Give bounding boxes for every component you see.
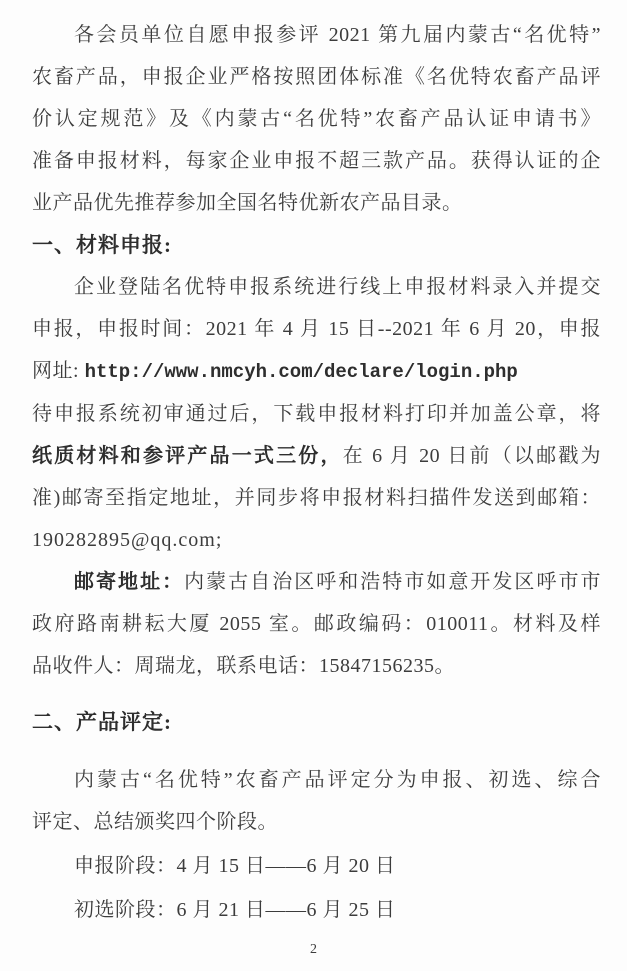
section-heading-product-evaluation: 二、产品评定:: [32, 710, 172, 734]
intro-paragraph-line: 准备申报材料，每家企业申报不超三款产品。获得认证的企: [32, 150, 601, 172]
mailing-address-label: 邮寄地址：: [74, 571, 185, 593]
application-url: http://www.nmcyh.com/declare/login.php: [84, 361, 518, 383]
evaluation-paragraph-line: 评定、总结颁奖四个阶段。: [32, 811, 278, 833]
url-label: 网址:: [32, 360, 85, 382]
contact-email: 190282895@qq.com;: [32, 529, 223, 551]
material-paragraph-line: 申报，申报时间：2021 年 4 月 15 日--2021 年 6 月 20，申报: [32, 318, 601, 340]
section-heading-material-application: 一、材料申报:: [32, 233, 172, 257]
mailing-address-line: [32, 561, 601, 603]
mailing-address-line: 政府路南耕耘大厦 2055 室。邮政编码：010011。材料及样: [32, 613, 601, 635]
mailing-address-line: 品收件人：周瑞龙，联系电话：15847156235。: [32, 655, 455, 677]
after-bold-text: 在 6 月 20 日前（以邮戳为: [342, 445, 602, 467]
material-paragraph-line: 准)邮寄至指定地址，并同步将申报材料扫描件发送到邮箱：: [32, 487, 601, 509]
material-paragraph-line-with-bold: [32, 435, 601, 477]
application-url-line: [32, 350, 601, 393]
evaluation-paragraph-line: 内蒙古“名优特”农畜产品评定分为申报、初选、综合: [74, 769, 601, 791]
intro-paragraph-line: 各会员单位自愿申报参评 2021 第九届内蒙古“名优特”: [74, 24, 601, 46]
material-paragraph-line: 待申报系统初审通过后，下载申报材料打印并加盖公章，将: [32, 403, 601, 425]
page-number: 2: [310, 942, 317, 957]
bold-phrase-paper-materials: 纸质材料和参评产品一式三份，: [32, 445, 343, 467]
intro-paragraph-line: 价认定规范》及《内蒙古“名优特”农畜产品认证申请书》: [32, 108, 601, 130]
material-paragraph-line: 企业登陆名优特申报系统进行线上申报材料录入并提交: [74, 276, 601, 298]
mailing-address-part1: 内蒙古自治区呼和浩特市如意开发区呼市市: [184, 571, 602, 593]
stage-preliminary-dates: 初选阶段：6 月 21 日——6 月 25 日: [74, 899, 396, 921]
stage-application-dates: 申报阶段：4 月 15 日——6 月 20 日: [74, 855, 396, 877]
intro-paragraph-line: 农畜产品，申报企业严格按照团体标准《名优特农畜产品评: [32, 66, 601, 88]
intro-paragraph-line: 业产品优先推荐参加全国名特优新农产品目录。: [32, 192, 463, 214]
